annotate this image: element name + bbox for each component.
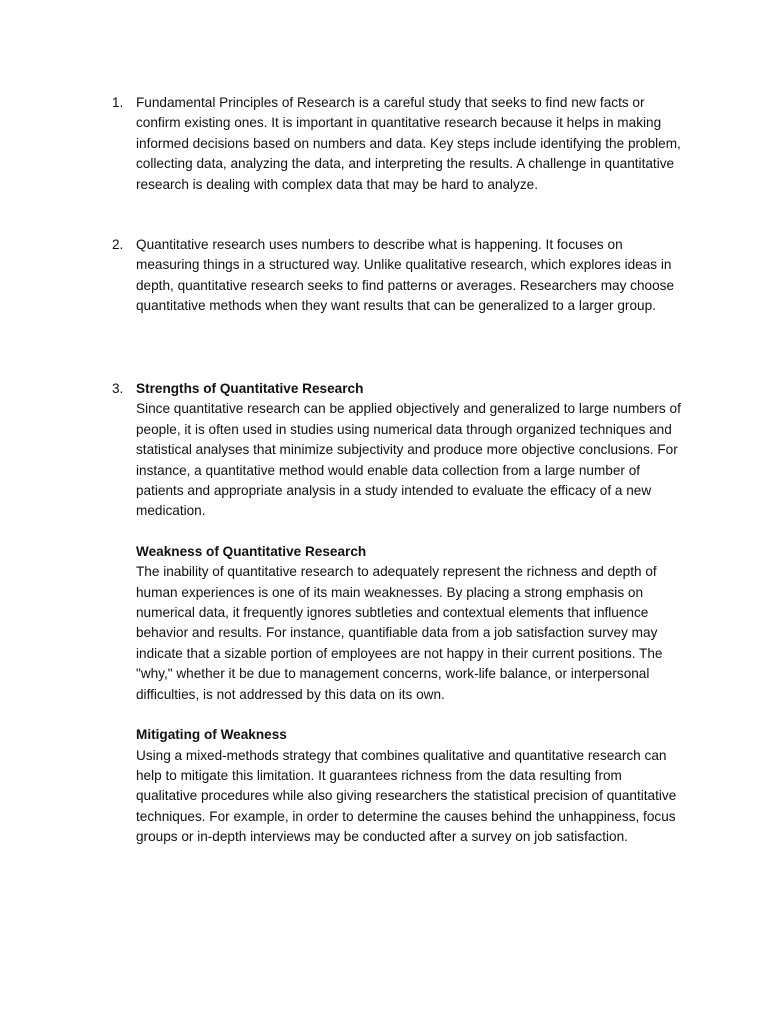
paragraph-weakness: The inability of quantitative research to adequately represent the richness and depth of human experiences is one of its main weaknesses. By placing a strong emphasis on numerical data, it frequently ignores subtleties and contextual elements that influence behavior and results. For instance, quantifiable data from a job satisfaction survey may indicate that a sizable portion of employees are not happy in their current positions. The "why," whether it be due to management concerns, work-life balance, or interpersonal difficulties, is not addressed by this data on its own. xyxy=(136,564,663,702)
list-number: 1. xyxy=(112,95,124,110)
list-item-content xyxy=(136,93,682,195)
heading-strengths: Strengths of Quantitative Research xyxy=(136,381,364,396)
list-number: 2. xyxy=(112,237,124,252)
section-gap xyxy=(136,705,682,725)
heading-weakness: Weakness of Quantitative Research xyxy=(136,543,367,559)
list-item-2 xyxy=(112,235,682,317)
paragraph-quantitative-research: Quantitative research uses numbers to describe what is happening. It focuses on measuring things in a structured way. Unlike qualitative research, which explores ideas in depth, quantitative research seeks to find patterns or averages. Researchers may choose quantitative methods when they want results that can be generalized to a larger group. xyxy=(136,237,675,314)
heading-mitigating: Mitigating of Weakness xyxy=(136,727,287,743)
paragraph-fundamental-principles: Fundamental Principles of Research is a careful study that seeks to find new facts or confirm existing ones. It is important in quantitative research because it helps in making informed decisions based on numbers and data. Key steps include identifying the problem, collecting data, analyzing the data, and interpreting the results. A challenge in quantitative research is dealing with complex data that may be hard to analyze. xyxy=(136,95,681,192)
paragraph-strengths: Since quantitative research can be applied objectively and generalized to large numbers of people, it is often used in studies using numerical data through organized techniques and statistical analyses that minimize subjectivity and produce more objective conclusions. For instance, a quantitative method would enable data collection from a large number of patients and appropriate analysis in a study intended to evaluate the efficacy of a new medication. xyxy=(136,401,681,519)
list-item-content xyxy=(136,235,682,317)
list-number: 3. xyxy=(112,381,124,396)
list-item-1 xyxy=(112,93,682,195)
list-item-content xyxy=(136,379,682,848)
section-gap xyxy=(136,522,682,542)
list-item-3 xyxy=(112,379,682,848)
paragraph-mitigating: Using a mixed-methods strategy that combines qualitative and quantitative research can help to mitigate this limitation. It guarantees richness from the data resulting from qualitative procedures while also giving researchers the statistical precision of quantitative techniques. For example, in order to determine the causes behind the unhappiness, focus groups or in-depth interviews may be conducted after a survey on job satisfaction. xyxy=(136,747,677,845)
